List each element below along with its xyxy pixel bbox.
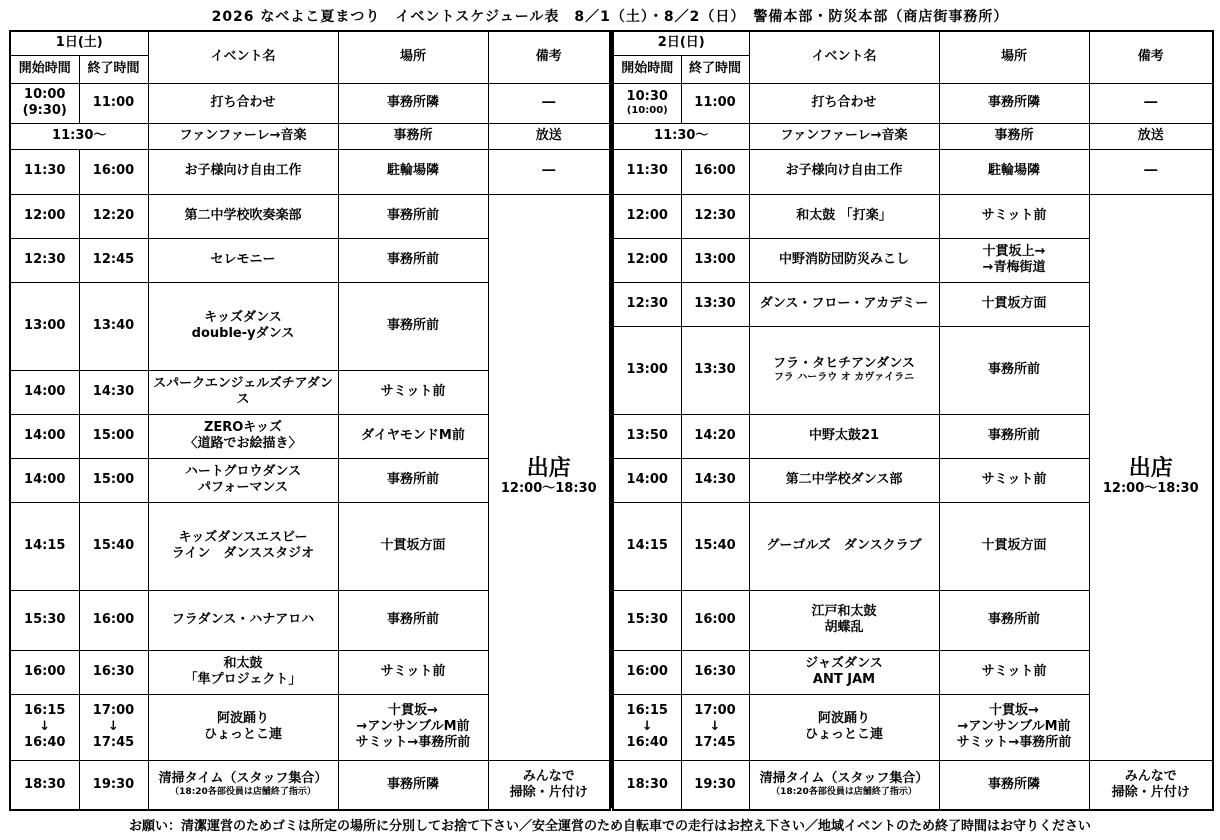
end-time: 16:00 — [79, 590, 148, 650]
start-time: 18:30 — [10, 760, 79, 810]
event-name: 阿波踊り ひょっとこ連 — [749, 694, 939, 760]
day2-schedule-table — [612, 30, 1214, 811]
end-time: 14:30 — [681, 458, 749, 502]
place: 事務所前 — [338, 590, 488, 650]
table-row — [613, 83, 1213, 123]
start-time: 12:30 — [10, 238, 79, 282]
footer-notice: お願い：清潔運営のためゴミは所定の場所に分別してお捨て下さい／安全運営のため自転車での走行はお控え下さい／地域イベントのため終了時間はお守りください — [128, 819, 1091, 834]
place: 駐輪場隣 — [939, 149, 1089, 194]
shop-time: 12:00～18:30 — [1102, 480, 1199, 496]
down-arrow-icon: ↓ — [108, 718, 119, 734]
start-time: 13:00 — [613, 326, 681, 414]
event-name: ダンス・フロー・アカデミー — [749, 282, 939, 326]
event-name: お子様向け自由工作 — [749, 149, 939, 194]
place: ダイヤモンドM前 — [338, 414, 488, 458]
start-time: 12:00 — [613, 194, 681, 238]
event-name: フラ・タヒチアンダンス フラ ハーラウ オ カヴァイラニ — [749, 326, 939, 414]
event-name: 中野消防団防災みこし — [749, 238, 939, 282]
note: みんなで 掃除・片付け — [1089, 760, 1213, 810]
end-time: 19:30 — [681, 760, 749, 810]
note-header: 備考 — [488, 31, 610, 83]
table-row — [10, 123, 610, 149]
event-name: 阿波踊り ひょっとこ連 — [148, 694, 338, 760]
start-header: 開始時間 — [613, 55, 681, 83]
end-time: 16:00 — [79, 149, 148, 194]
place: サミット前 — [939, 650, 1089, 694]
end-time: 11:00 — [79, 83, 148, 123]
event-name: 江戸和太鼓 胡蝶乱 — [749, 590, 939, 650]
start-time: 11:30 — [10, 149, 79, 194]
start-time: 11:30 — [613, 149, 681, 194]
note: 放送 — [488, 123, 610, 149]
place: サミット前 — [939, 194, 1089, 238]
place: 十貫坂方面 — [338, 502, 488, 590]
table-row — [613, 194, 1213, 238]
event-name: ファンファーレ→音楽 — [148, 123, 338, 149]
end-time: 17:00 ↓ 17:45 — [681, 694, 749, 760]
start-time: 14:00 — [613, 458, 681, 502]
event-name: キッズダンス double-yダンス — [148, 282, 338, 370]
start-time: 10:30 (10:00) — [613, 83, 681, 123]
note-header: 備考 — [1089, 31, 1213, 83]
end-time: 15:00 — [79, 414, 148, 458]
start-time: 13:50 — [613, 414, 681, 458]
event-name: 中野太鼓21 — [749, 414, 939, 458]
place-header: 場所 — [939, 31, 1089, 83]
start-time: 12:00 — [10, 194, 79, 238]
down-arrow-icon: ↓ — [709, 718, 721, 734]
day2-label: 2日(日) — [613, 31, 749, 55]
table-row — [613, 760, 1213, 810]
page-title: 2026 なべよこ夏まつり イベントスケジュール表 8／1（土）・8／2（日） 警備本部・防災本部（商店街事務所） — [211, 9, 1009, 25]
end-time: 17:00 ↓ 17:45 — [79, 694, 148, 760]
end-time: 16:30 — [681, 650, 749, 694]
event-name: 第二中学校吹奏楽部 — [148, 194, 338, 238]
end-time: 13:30 — [681, 282, 749, 326]
event-name: 第二中学校ダンス部 — [749, 458, 939, 502]
event-name: セレモニー — [148, 238, 338, 282]
note: ― — [1089, 149, 1213, 194]
event-name: お子様向け自由工作 — [148, 149, 338, 194]
event-header: イベント名 — [749, 31, 939, 83]
place: 事務所前 — [338, 194, 488, 238]
table-row — [10, 149, 610, 194]
event-name: 清掃タイム（スタッフ集合） （18:20各部役員は店舗終了指示） — [148, 760, 338, 810]
end-time: 13:40 — [79, 282, 148, 370]
event-name: 和太鼓 「打楽」 — [749, 194, 939, 238]
place: 十貫坂上→ →青梅街道 — [939, 238, 1089, 282]
start-time: 14:15 — [613, 502, 681, 590]
place: 事務所前 — [338, 282, 488, 370]
place: 事務所前 — [338, 238, 488, 282]
shop-cell — [488, 194, 610, 760]
event-name: フラダンス・ハナアロハ — [148, 590, 338, 650]
end-time: 15:40 — [681, 502, 749, 590]
table-row — [613, 149, 1213, 194]
shop-cell — [1089, 194, 1213, 760]
event-name: グーゴルズ ダンスクラブ — [749, 502, 939, 590]
event-name: 和太鼓 「隼プロジェクト」 — [148, 650, 338, 694]
end-time: 16:30 — [79, 650, 148, 694]
table-row — [613, 123, 1213, 149]
end-time: 15:40 — [79, 502, 148, 590]
table-row — [10, 83, 610, 123]
table-row — [10, 194, 610, 238]
place: 事務所隣 — [939, 760, 1089, 810]
note: みんなで 掃除・片付け — [488, 760, 610, 810]
start-time: 12:00 — [613, 238, 681, 282]
start-time: 16:15 ↓ 16:40 — [10, 694, 79, 760]
start-time: 14:15 — [10, 502, 79, 590]
end-time: 13:00 — [681, 238, 749, 282]
end-time: 14:20 — [681, 414, 749, 458]
down-arrow-icon: ↓ — [641, 718, 653, 734]
place: 事務所前 — [939, 414, 1089, 458]
place: 事務所 — [939, 123, 1089, 149]
end-time: 12:45 — [79, 238, 148, 282]
day1-header-row — [10, 31, 610, 55]
end-time: 16:00 — [681, 149, 749, 194]
note: ― — [488, 149, 610, 194]
shop-label: 出店 — [526, 455, 571, 481]
end-time: 16:00 — [681, 590, 749, 650]
event-name: 打ち合わせ — [749, 83, 939, 123]
start-time: 18:30 — [613, 760, 681, 810]
start-header: 開始時間 — [10, 55, 79, 83]
place: 十貫坂方面 — [939, 282, 1089, 326]
note: 放送 — [1089, 123, 1213, 149]
end-time: 11:00 — [681, 83, 749, 123]
place: 事務所前 — [939, 326, 1089, 414]
shop-label: 出店 — [1128, 455, 1173, 481]
place: 事務所隣 — [939, 83, 1089, 123]
note: ― — [1089, 83, 1213, 123]
end-time: 12:30 — [681, 194, 749, 238]
end-time: 19:30 — [79, 760, 148, 810]
end-header: 終了時間 — [79, 55, 148, 83]
note: ― — [488, 83, 610, 123]
start-time: 16:15 ↓ 16:40 — [613, 694, 681, 760]
day1-label: 1日(土) — [10, 31, 148, 55]
event-name: ハートグロウダンス パフォーマンス — [148, 458, 338, 502]
start-time: 11:30～ — [10, 123, 148, 149]
day2-header-row — [613, 31, 1213, 55]
end-time: 14:30 — [79, 370, 148, 414]
event-name: ZEROキッズ 〈道路でお絵描き〉 — [148, 414, 338, 458]
place: 十貫坂→ →アンサンブルM前 サミット→事務所前 — [939, 694, 1089, 760]
start-time: 16:00 — [10, 650, 79, 694]
place: 事務所前 — [939, 590, 1089, 650]
place: 事務所隣 — [338, 83, 488, 123]
start-time: 14:00 — [10, 458, 79, 502]
start-time: 15:30 — [613, 590, 681, 650]
event-name: ジャズダンス ANT JAM — [749, 650, 939, 694]
place-header: 場所 — [338, 31, 488, 83]
event-name: キッズダンスエスビー ライン ダンススタジオ — [148, 502, 338, 590]
down-arrow-icon: ↓ — [39, 718, 51, 734]
start-time: 10:00 (9:30) — [10, 83, 79, 123]
start-time: 15:30 — [10, 590, 79, 650]
place: 駐輪場隣 — [338, 149, 488, 194]
end-header: 終了時間 — [681, 55, 749, 83]
event-name: 清掃タイム（スタッフ集合） （18:20各部役員は店舗終了指示） — [749, 760, 939, 810]
start-time: 14:00 — [10, 370, 79, 414]
place: 事務所前 — [338, 458, 488, 502]
end-time: 12:20 — [79, 194, 148, 238]
place: サミット前 — [939, 458, 1089, 502]
place: 事務所隣 — [338, 760, 488, 810]
start-time: 13:00 — [10, 282, 79, 370]
start-time: 14:00 — [10, 414, 79, 458]
start-time: 11:30～ — [613, 123, 749, 149]
table-row — [10, 760, 610, 810]
place: サミット前 — [338, 650, 488, 694]
event-header: イベント名 — [148, 31, 338, 83]
event-name: 打ち合わせ — [148, 83, 338, 123]
end-time: 15:00 — [79, 458, 148, 502]
place: 事務所 — [338, 123, 488, 149]
place: 十貫坂→ →アンサンブルM前 サミット→事務所前 — [338, 694, 488, 760]
event-name: ファンファーレ→音楽 — [749, 123, 939, 149]
day1-schedule-table — [9, 30, 611, 811]
start-time: 16:00 — [613, 650, 681, 694]
place: サミット前 — [338, 370, 488, 414]
event-name: スパークエンジェルズチアダンス — [148, 370, 338, 414]
shop-time: 12:00～18:30 — [500, 480, 597, 496]
place: 十貫坂方面 — [939, 502, 1089, 590]
start-time: 12:30 — [613, 282, 681, 326]
end-time: 13:30 — [681, 326, 749, 414]
